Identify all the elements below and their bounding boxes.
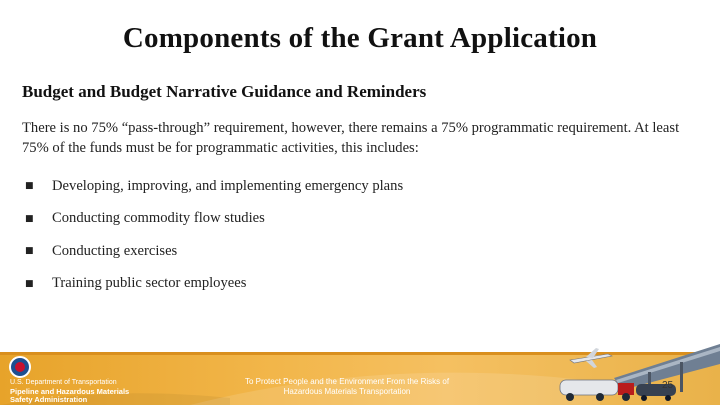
bullet-text: Conducting exercises	[52, 242, 178, 259]
page-number: 25	[662, 380, 674, 391]
agency-line-3: Safety Administration	[10, 395, 88, 404]
square-bullet-icon: ■	[25, 181, 34, 192]
slide-title: Components of the Grant Application	[122, 22, 598, 54]
bullet-item	[22, 170, 403, 203]
bullet-text: Developing, improving, and implementing emergency plans	[52, 177, 404, 194]
agency-line-2: Pipeline and Hazardous Materials	[10, 386, 130, 396]
section-heading: Budget and Budget Narrative Guidance and Reminders	[22, 82, 427, 101]
bullet-item	[22, 203, 403, 236]
footer-slogan	[222, 377, 472, 397]
bullet-item	[22, 235, 403, 268]
agency-department: U.S. Department of Transportation	[10, 379, 117, 386]
intro-paragraph: There is no 75% “pass-through” requirement, however, there remains a 75% programmatic requirement. At least 75% of the funds must be for programmatic activities, this includes:	[22, 120, 680, 156]
square-bullet-icon: ■	[25, 278, 34, 289]
bullet-text: Conducting commodity flow studies	[52, 210, 265, 227]
slogan-line-1: To Protect People and the Environment From the Risks of	[244, 377, 450, 386]
bullet-list	[22, 170, 403, 300]
bullet-text: Training public sector employees	[52, 275, 247, 292]
tanker-truck-icon	[560, 380, 634, 401]
dot-seal-icon	[9, 356, 31, 378]
airplane-icon	[570, 348, 612, 368]
square-bullet-icon: ■	[25, 246, 34, 257]
agency-name	[10, 379, 129, 405]
slogan-line-2: Hazardous Materials Transportation	[283, 387, 411, 396]
transport-illustration	[556, 340, 720, 405]
square-bullet-icon: ■	[25, 213, 34, 224]
bullet-item	[22, 268, 403, 301]
